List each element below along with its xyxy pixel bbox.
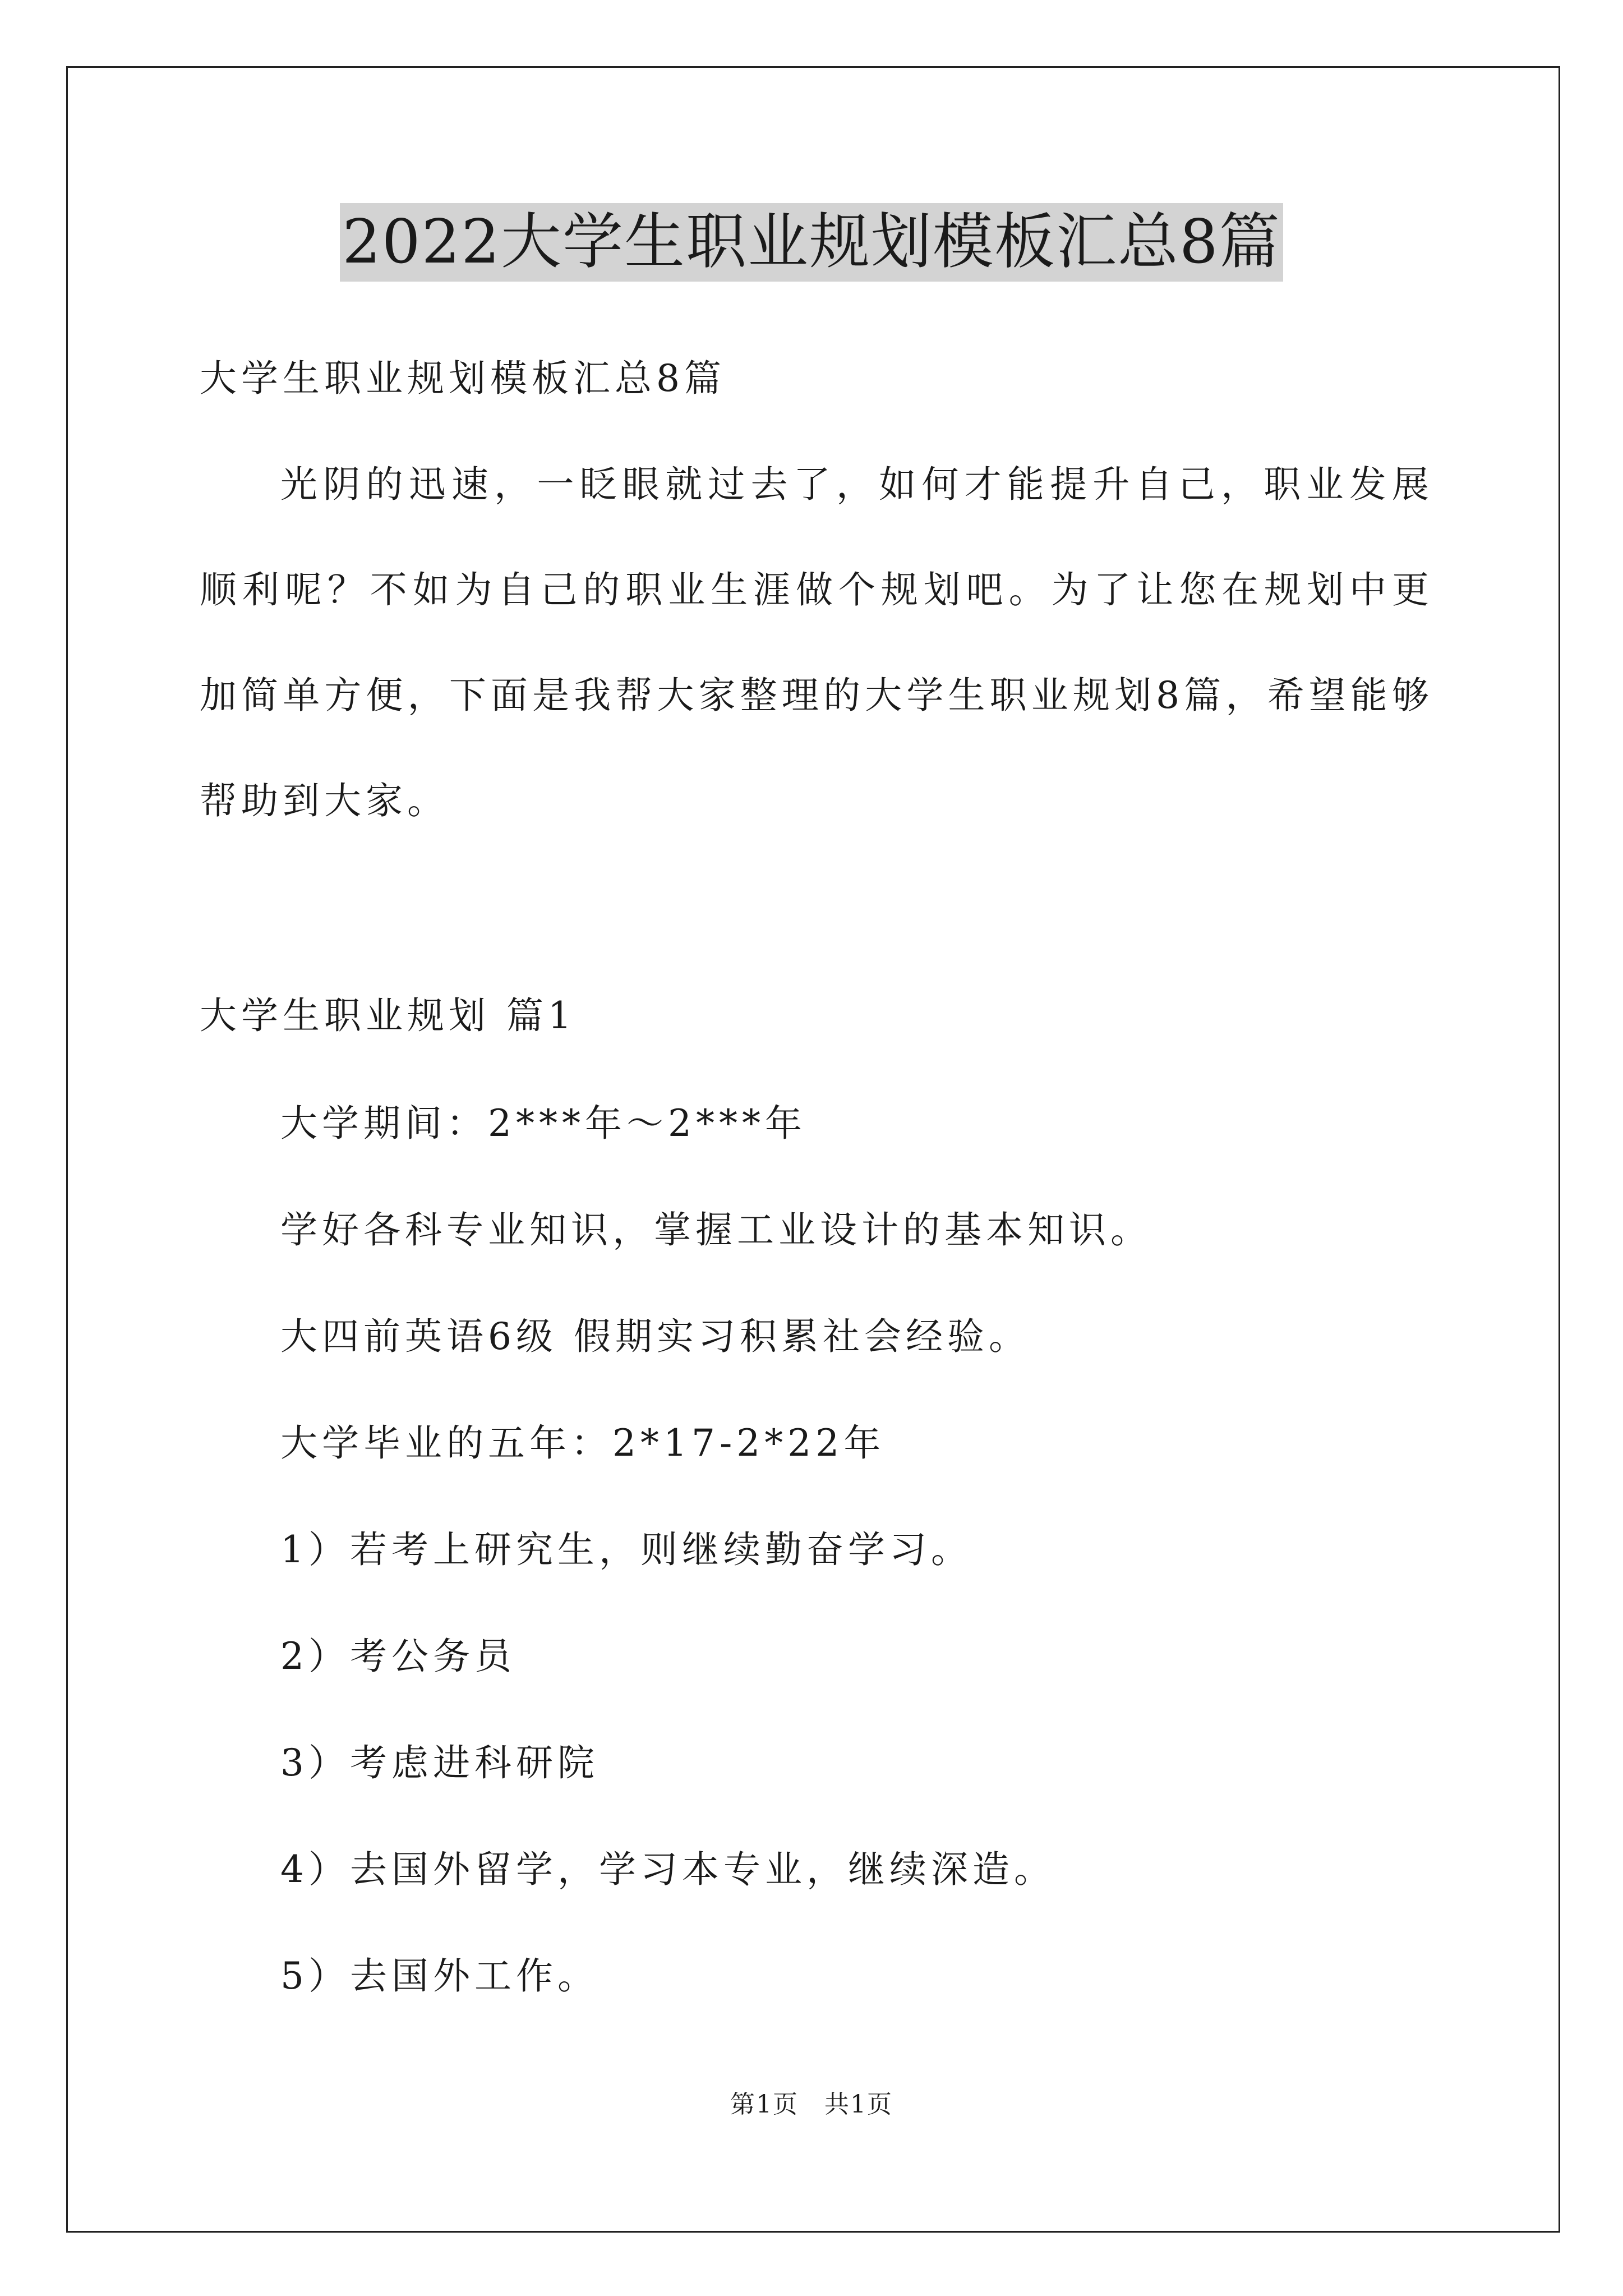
intro-paragraph: 光阴的迅速，一眨眼就过去了，如何才能提升自己，职业发展顺利呢？不如为自己的职业生涯做个规划吧。为了让您在规划中更加简单方便，下面是我帮大家整理的大学生职业规划8篇，希望能够帮助到大家。 [200,463,1433,822]
page-footer: 第1页 共1页 [730,2090,893,2119]
body-line: 大学期间：2***年～2***年 [280,1102,806,1145]
list-item: 2）考公务员 [280,1635,516,1678]
list-item: 1）若考上研究生，则继续勤奋学习。 [280,1528,972,1571]
list-item: 5）去国外工作。 [280,1954,599,1998]
list-item: 4）去国外留学，学习本专业，继续深造。 [280,1848,1055,1891]
section-heading: 大学生职业规划 篇1 [200,994,576,1037]
body-line: 大学毕业的五年：2*17-2*22年 [280,1421,886,1465]
document-subtitle: 大学生职业规划模板汇总8篇 [200,357,726,400]
body-line: 学好各科专业知识，掌握工业设计的基本知识。 [280,1208,1152,1251]
list-item: 3）考虑进科研院 [280,1741,599,1784]
title-container [0,203,1623,282]
document-title: 2022大学生职业规划模板汇总8篇 [340,203,1283,282]
body-line: 大四前英语6级 假期实习积累社会经验。 [280,1315,1030,1358]
